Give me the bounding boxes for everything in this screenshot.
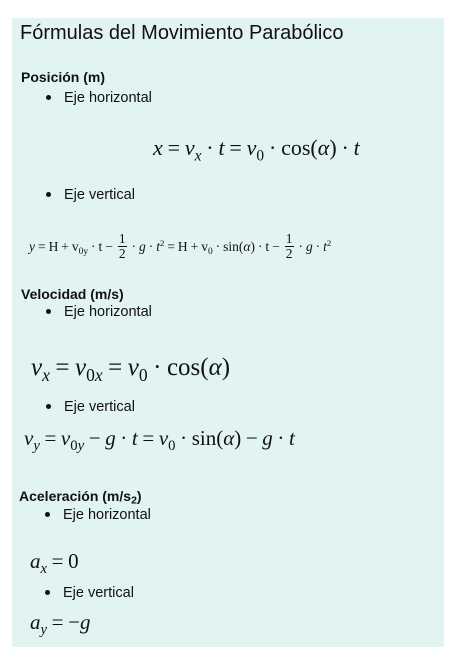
position-vertical-item: [46, 187, 135, 203]
bullet-dot: [46, 192, 51, 197]
position-horizontal-item: [46, 90, 152, 106]
acceleration-vertical-item: [45, 585, 134, 601]
acceleration-heading-exponent: 2: [131, 494, 137, 507]
page-title: Fórmulas del Movimiento Parabólico: [20, 22, 344, 44]
acceleration-vertical-label: Eje vertical: [63, 585, 134, 601]
bullet-dot: [46, 309, 51, 314]
acceleration-heading-suffix: ): [136, 488, 142, 504]
bullet-dot: [45, 512, 50, 517]
formula-velocity-x: $v_x = v_{0x} = v_0 \cdot \cos(\alpha)$: [31, 354, 231, 386]
formula-acceleration-y: $a_y = -g$: [30, 610, 91, 639]
bullet-dot: [45, 590, 50, 595]
fraction-one-half: $\frac{1}{2}$: [118, 231, 126, 262]
acceleration-heading: [19, 488, 142, 507]
velocity-horizontal-label: Eje horizontal: [64, 304, 152, 320]
fraction-one-half: $\frac{1}{2}$: [285, 231, 293, 262]
acceleration-horizontal-item: [45, 507, 151, 523]
velocity-heading: Velocidad (m/s): [21, 286, 124, 302]
acceleration-heading-prefix: Aceleración (m/s: [19, 488, 132, 504]
velocity-horizontal-item: [46, 304, 152, 320]
bullet-dot: [46, 404, 51, 409]
content-panel: [12, 18, 444, 647]
formula-velocity-y: $v_y = v_{0y} - g \cdot t = v_0 \cdot \sin(\alpha) - g \cdot t$: [24, 426, 295, 455]
acceleration-horizontal-label: Eje horizontal: [63, 507, 151, 523]
position-horizontal-label: Eje horizontal: [64, 90, 152, 106]
position-vertical-label: Eje vertical: [64, 187, 135, 203]
formula-position-y: $y = H + v_{0y} \cdot t$ − $\frac{1}{2}$ · $g \cdot t^2 = H + v_0 \cdot \sin(\alpha) \cdot t$ − $\frac{1}{2}$ · $g \cdot t^2$: [29, 231, 332, 262]
formula-position-x: $x = v_x \cdot t = v_0 \cdot \cos(\alpha) \cdot t$: [153, 135, 360, 165]
formula-acceleration-x: $a_x = 0$: [30, 549, 79, 578]
bullet-dot: [46, 95, 51, 100]
velocity-vertical-label: Eje vertical: [64, 399, 135, 415]
position-heading: Posición (m): [21, 69, 106, 85]
velocity-vertical-item: [46, 399, 135, 415]
